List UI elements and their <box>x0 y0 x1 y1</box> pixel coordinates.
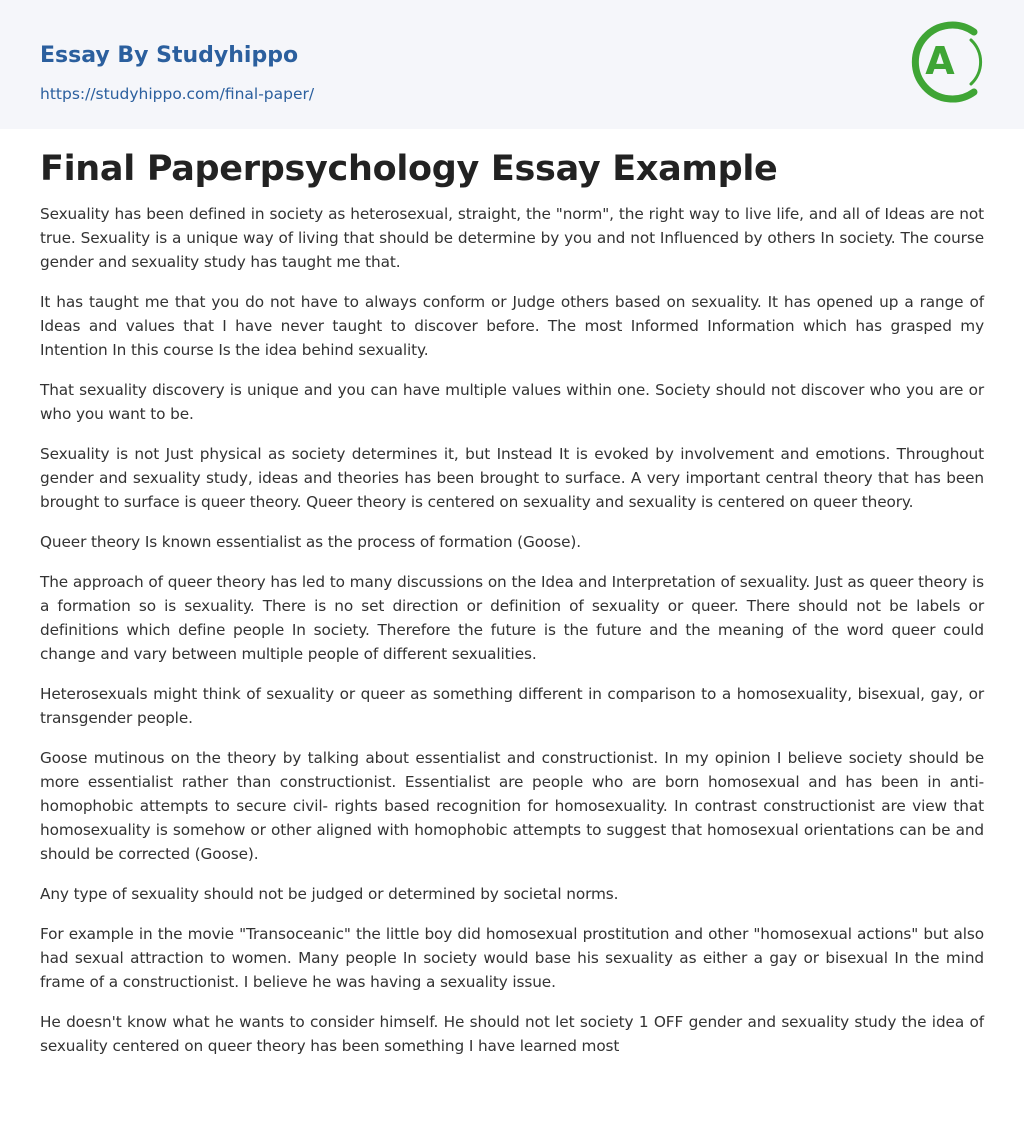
essay-paragraph: Sexuality is not Just physical as society determines it, but Instead It is evoked by involvement and emotions. Throughout gender and sexuality study, ideas and theories has been brought to surface. A very important central theory that has been brought to surface is queer theory. Queer theory is centered on sexuality and sexuality is centered on queer theory. <box>40 445 984 511</box>
essay-paragraph: Heterosexuals might think of sexuality or queer as something different in comparison to a homosexuality, bisexual, gay, or transgender people. <box>40 685 984 727</box>
essay-paragraph: Sexuality has been defined in society as heterosexual, straight, the "norm", the right way to live life, and all of Ideas are not true. Sexuality is a unique way of living that should be determine by you and not Influenced by others In society. The course gender and sexuality study has taught me that. <box>40 205 984 271</box>
essay-paragraph: Queer theory Is known essentialist as the process of formation (Goose). <box>40 533 581 551</box>
site-header <box>0 0 1024 129</box>
page-title: Final Paperpsychology Essay Example <box>40 149 778 189</box>
essay-paragraph: Any type of sexuality should not be judged or determined by societal norms. <box>40 885 619 903</box>
brand-title[interactable]: Essay By Studyhippo <box>40 43 299 68</box>
essay-paragraph: He doesn't know what he wants to consider himself. He should not let society 1 OFF gender and sexuality study the idea of sexuality centered on queer theory has been something I have learned most <box>40 1013 984 1055</box>
essay-paragraph: That sexuality discovery is unique and you can have multiple values within one. Society should not discover who you are or who you want to be. <box>40 381 984 423</box>
essay-paragraph: The approach of queer theory has led to many discussions on the Idea and Interpretation of sexuality. Just as queer theory is a formation so is sexuality. There is no set direction or definition of sexuality or queer. There should not be labels or definitions which define people In society. Therefore the future is the future and the meaning of the word queer could change and vary between multiple people of different sexualities. <box>40 573 984 663</box>
essay-content <box>0 149 1024 1058</box>
essay-paragraph: It has taught me that you do not have to always conform or Judge others based on sexuality. It has opened up a range of Ideas and values that I have never taught to discover before. The most Informed Information which has grasped my Intention In this course Is the idea behind sexuality. <box>40 293 984 359</box>
brand-url-link[interactable]: https://studyhippo.com/final-paper/ <box>40 85 315 103</box>
essay-paragraph: For example in the movie "Transoceanic" the little boy did homosexual prostitution and other "homosexual actions" but also had sexual attraction to women. Many people In society would base his sexuality as either a gay or bisexual In the mind frame of a constructionist. I believe he was having a sexuality issue. <box>40 925 984 991</box>
essay-paragraph: Goose mutinous on the theory by talking about essentialist and constructionist. In my opinion I believe society should be more essentialist rather than constructionist. Essentialist are people who are born homosexual and has been in anti- homophobic attempts to secure civil- rights based recognition for homosexuality. In contrast constructionist are view that homosexuality is somehow or other aligned with homophobic attempts to suggest that homosexual orientations can be and should be corrected (Goose). <box>40 749 984 863</box>
studyhippo-logo-icon[interactable] <box>908 18 988 106</box>
logo-letter: A <box>925 39 955 83</box>
